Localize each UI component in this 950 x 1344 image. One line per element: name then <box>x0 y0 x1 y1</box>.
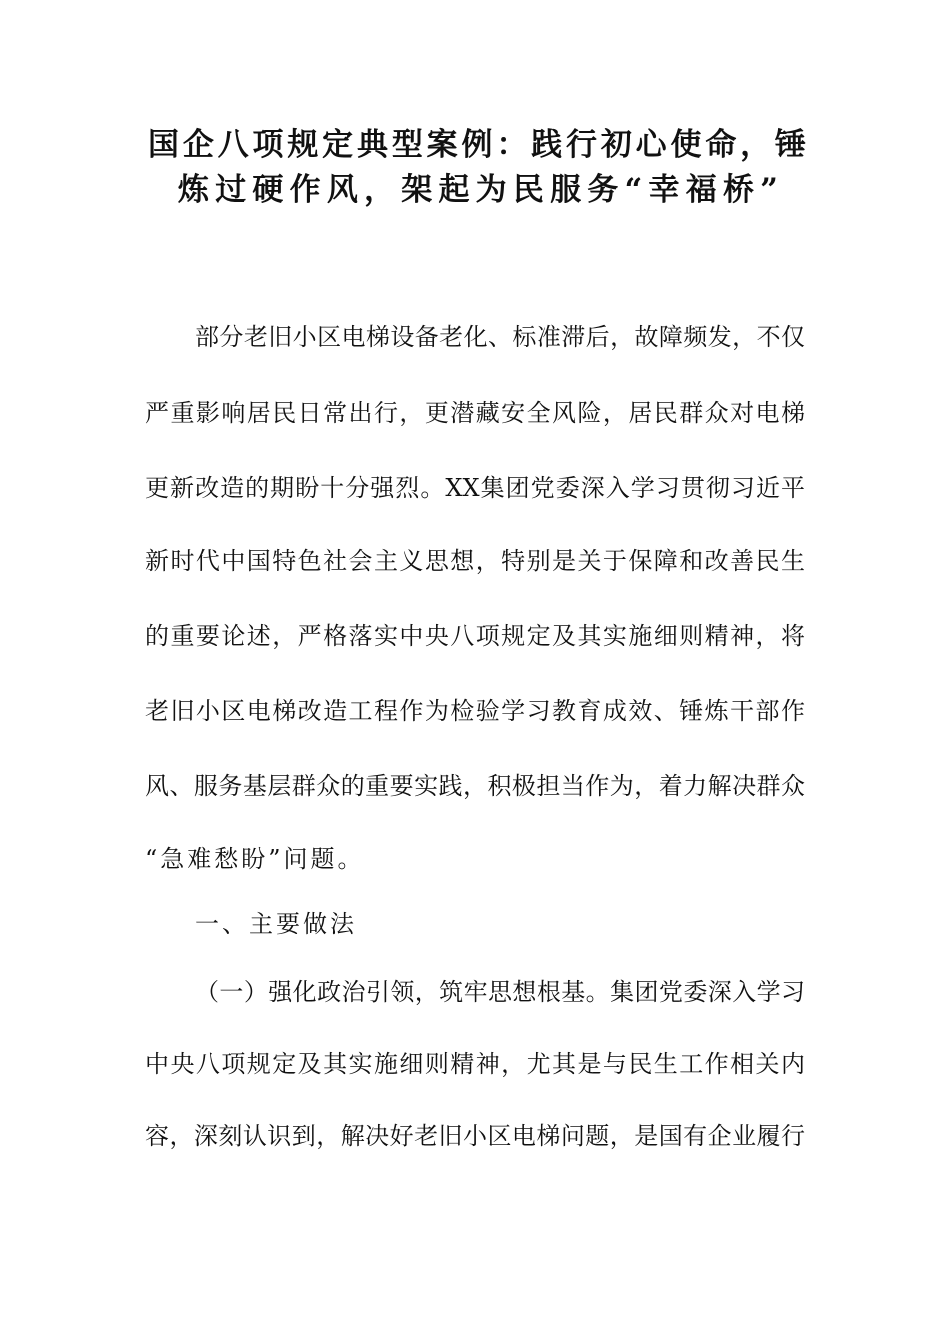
text-line: 的重要论述，严格落实中央八项规定及其实施细则精神，将 <box>145 622 805 650</box>
document-title-line-2: 炼过硬作风，架起为民服务“幸福桥” <box>178 172 778 208</box>
text-line: “急难愁盼”问题。 <box>145 845 365 873</box>
text-line: 新时代中国特色社会主义思想，特别是关于保障和改善民生 <box>145 547 805 575</box>
text-line: （一）强化政治引领，筑牢思想根基。集团党委深入学习 <box>195 978 805 1006</box>
text-line: 部分老旧小区电梯设备老化、标准滞后，故障频发，不仅 <box>195 323 805 351</box>
text-line: 中央八项规定及其实施细则精神，尤其是与民生工作相关内 <box>145 1050 805 1078</box>
section-heading: 一、主要做法 <box>195 910 357 938</box>
text-line: 风、服务基层群众的重要实践，积极担当作为，着力解决群众 <box>145 772 805 800</box>
text-line: 更新改造的期盼十分强烈。XX集团党委深入学习贯彻习近平 <box>145 474 805 502</box>
text-line: 老旧小区电梯改造工程作为检验学习教育成效、锤炼干部作 <box>145 697 805 725</box>
text-line: 容，深刻认识到，解决好老旧小区电梯问题，是国有企业履行 <box>145 1122 805 1150</box>
text-line: 严重影响居民日常出行，更潜藏安全风险，居民群众对电梯 <box>145 399 805 427</box>
document-title-line-1: 国企八项规定典型案例：践行初心使命，锤 <box>148 127 806 163</box>
